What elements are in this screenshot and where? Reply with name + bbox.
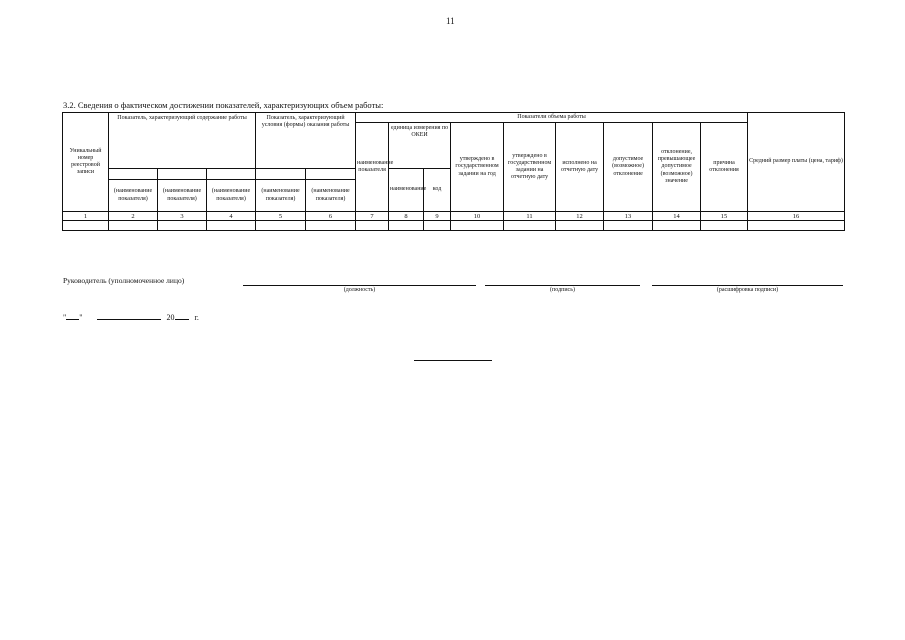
date-line [63, 313, 199, 322]
decoding-caption: (расшифровка подписи) [716, 287, 779, 293]
signature-caption: (подпись) [550, 287, 575, 293]
header-content-indicator: Показатель, характеризующий содержание работы [109, 113, 256, 169]
column-number-row [63, 212, 845, 221]
header-unit-name: наименование [389, 169, 424, 212]
column-number: 6 [306, 212, 356, 221]
year-blank [175, 319, 189, 320]
sub-name-cell: (наименование показателя) [207, 180, 256, 212]
sub-name-cell: (наименование показателя) [256, 180, 306, 212]
volume-indicators-table [62, 112, 845, 231]
month-blank [97, 319, 161, 320]
column-number: 12 [556, 212, 604, 221]
column-number: 10 [451, 212, 504, 221]
column-number: 4 [207, 212, 256, 221]
header-approved-year: утверждено в государственном задании на год [451, 123, 504, 212]
year-prefix: 20 [166, 313, 175, 322]
column-number: 3 [158, 212, 207, 221]
header-reason: причина отклонения [701, 123, 748, 212]
header-unique-number: Уникальный номер реестровой записи [63, 113, 109, 212]
column-number: 8 [389, 212, 424, 221]
year-suffix: г. [194, 313, 199, 322]
footer-divider [414, 360, 492, 361]
column-number: 16 [748, 212, 845, 221]
sub-name-cell: (наименование показателя) [158, 180, 207, 212]
header-approved-date: утверждено в государственном задании на отчетную дату [504, 123, 556, 212]
column-number: 5 [256, 212, 306, 221]
header-excess-deviation: отклонение, превышающее допустимое (возможное) значение [653, 123, 701, 212]
signature-line [485, 285, 640, 286]
column-number: 1 [63, 212, 109, 221]
header-executed: исполнено на отчетную дату [556, 123, 604, 212]
column-number: 15 [701, 212, 748, 221]
header-volume-indicators: Показатели объема работы [356, 113, 748, 123]
date-close-quote: " [79, 313, 83, 322]
signature-label: Руководитель (уполномоченное лицо) [63, 276, 185, 285]
date-open-quote: " [63, 313, 67, 322]
header-avg-fee: Средний размер платы (цена, тариф) [748, 113, 845, 212]
column-number: 9 [424, 212, 451, 221]
section-title: 3.2. Сведения о фактическом достижении показателей, характеризующих объем работы: [63, 100, 384, 110]
header-indicator-name: наименование показателя [356, 123, 389, 212]
page-number: 11 [446, 16, 455, 26]
position-line [243, 285, 476, 286]
header-unit-okei: единица измерения по ОКЕИ [389, 123, 451, 169]
column-number: 14 [653, 212, 701, 221]
header-allowed-deviation: допустимое (возможное) отклонение [604, 123, 653, 212]
day-blank [66, 319, 79, 320]
header-unit-code: код [424, 169, 451, 212]
decoding-line [652, 285, 843, 286]
column-number: 2 [109, 212, 158, 221]
column-number: 11 [504, 212, 556, 221]
header-conditions-indicator: Показатель, характеризующий условия (формы) оказания работы [256, 113, 356, 169]
column-number: 13 [604, 212, 653, 221]
table-row [63, 221, 845, 231]
column-number: 7 [356, 212, 389, 221]
sub-name-cell: (наименование показателя) [109, 180, 158, 212]
sub-name-cell: (наименование показателя) [306, 180, 356, 212]
position-caption: (должность) [343, 287, 376, 293]
